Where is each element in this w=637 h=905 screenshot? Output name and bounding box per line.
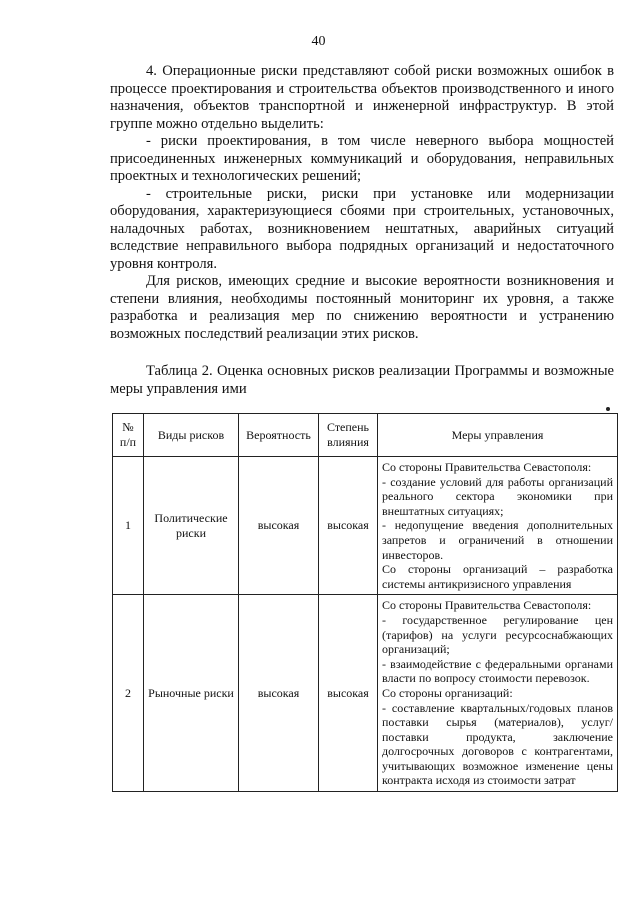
table-row: [113, 595, 618, 792]
row-measures: [378, 457, 618, 595]
header-impact: Степень влияния: [319, 414, 378, 457]
measure-line: - взаимодействие с федеральными органами власти по вопросу стоимости перевозок.: [382, 656, 613, 686]
row-probability: высокая: [239, 595, 319, 792]
table-row: [113, 457, 618, 595]
measure-line: Со стороны организаций – разработка системы антикризисного управления: [382, 562, 613, 591]
measure-line: Со стороны организаций:: [382, 685, 513, 700]
paragraph-monitoring: Для рисков, имеющих средние и высокие вероятности возникновения и степени влияния, необходимы постоянный мониторинг их уровня, а также разработка и реализация мер по снижению вероятности и устранению возможных последствий реализации этих рисков.: [110, 273, 614, 342]
measure-line: - государственное регулирование цен (тарифов) на услуги ресурсоснабжающих организаций;: [382, 612, 613, 657]
header-measures: Меры управления: [378, 414, 618, 457]
scan-dot: [606, 407, 610, 411]
row-impact: высокая: [319, 595, 378, 792]
row-impact: высокая: [319, 457, 378, 595]
row-kind: Политические риски: [144, 457, 239, 595]
measure-line: Со стороны Правительства Севастополя:: [382, 460, 592, 474]
risk-table: [112, 413, 618, 792]
row-probability: высокая: [239, 457, 319, 595]
row-measures: [378, 595, 618, 792]
header-num: № п/п: [113, 414, 144, 457]
header-kind: Виды рисков: [144, 414, 239, 457]
measure-line: - недопущение введения дополнительных запретов и ограничений в отношении инвесторов.: [382, 518, 613, 562]
table-caption: [110, 362, 614, 398]
measure-line: - составление квартальных/годовых планов поставки сырья (материалов), услуг/поставки продукта, заключение долгосрочных договоров с контрагентами, учитывающих возможное изменение цены контракта исходя из стоимости затрат: [382, 700, 613, 788]
measure-line: Со стороны Правительства Севастополя:: [382, 598, 592, 613]
paragraph-operational-risks: 4. Операционные риски представляют собой риски возможных ошибок в процессе проектирования и строительства объектов производственного и иного назначения, объектов транспортной и инженерной инфраструктур. В этой группе можно отдельно выделить:: [110, 63, 614, 132]
row-num: 1: [113, 457, 144, 595]
row-kind: Рыночные риски: [144, 595, 239, 792]
row-num: 2: [113, 595, 144, 792]
table-caption-text: Таблица 2. Оценка основных рисков реализации Программы и возможные меры управления ими: [110, 363, 614, 397]
paragraph-construction-risks: - строительные риски, риски при установке или модернизации оборудования, характеризующиеся сбоями при строительных, установочных, наладочных работах, возникновением нештатных, аварийных ситуаций вследствие неправильного выбора подрядных организаций и недостаточного уровня контроля.: [110, 185, 614, 272]
page-number: 40: [311, 34, 326, 49]
measure-line: - создание условий для работы организаций реального сектора экономики при внештатных ситуациях;: [382, 474, 613, 518]
body-text: [110, 63, 614, 343]
table-header-row: [113, 414, 618, 457]
paragraph-design-risks: - риски проектирования, в том числе неверного выбора мощностей присоединенных инженерных коммуникаций и оборудования, неправильных проектных и технологических решений;: [110, 133, 614, 184]
header-probability: Вероятность: [239, 414, 319, 457]
